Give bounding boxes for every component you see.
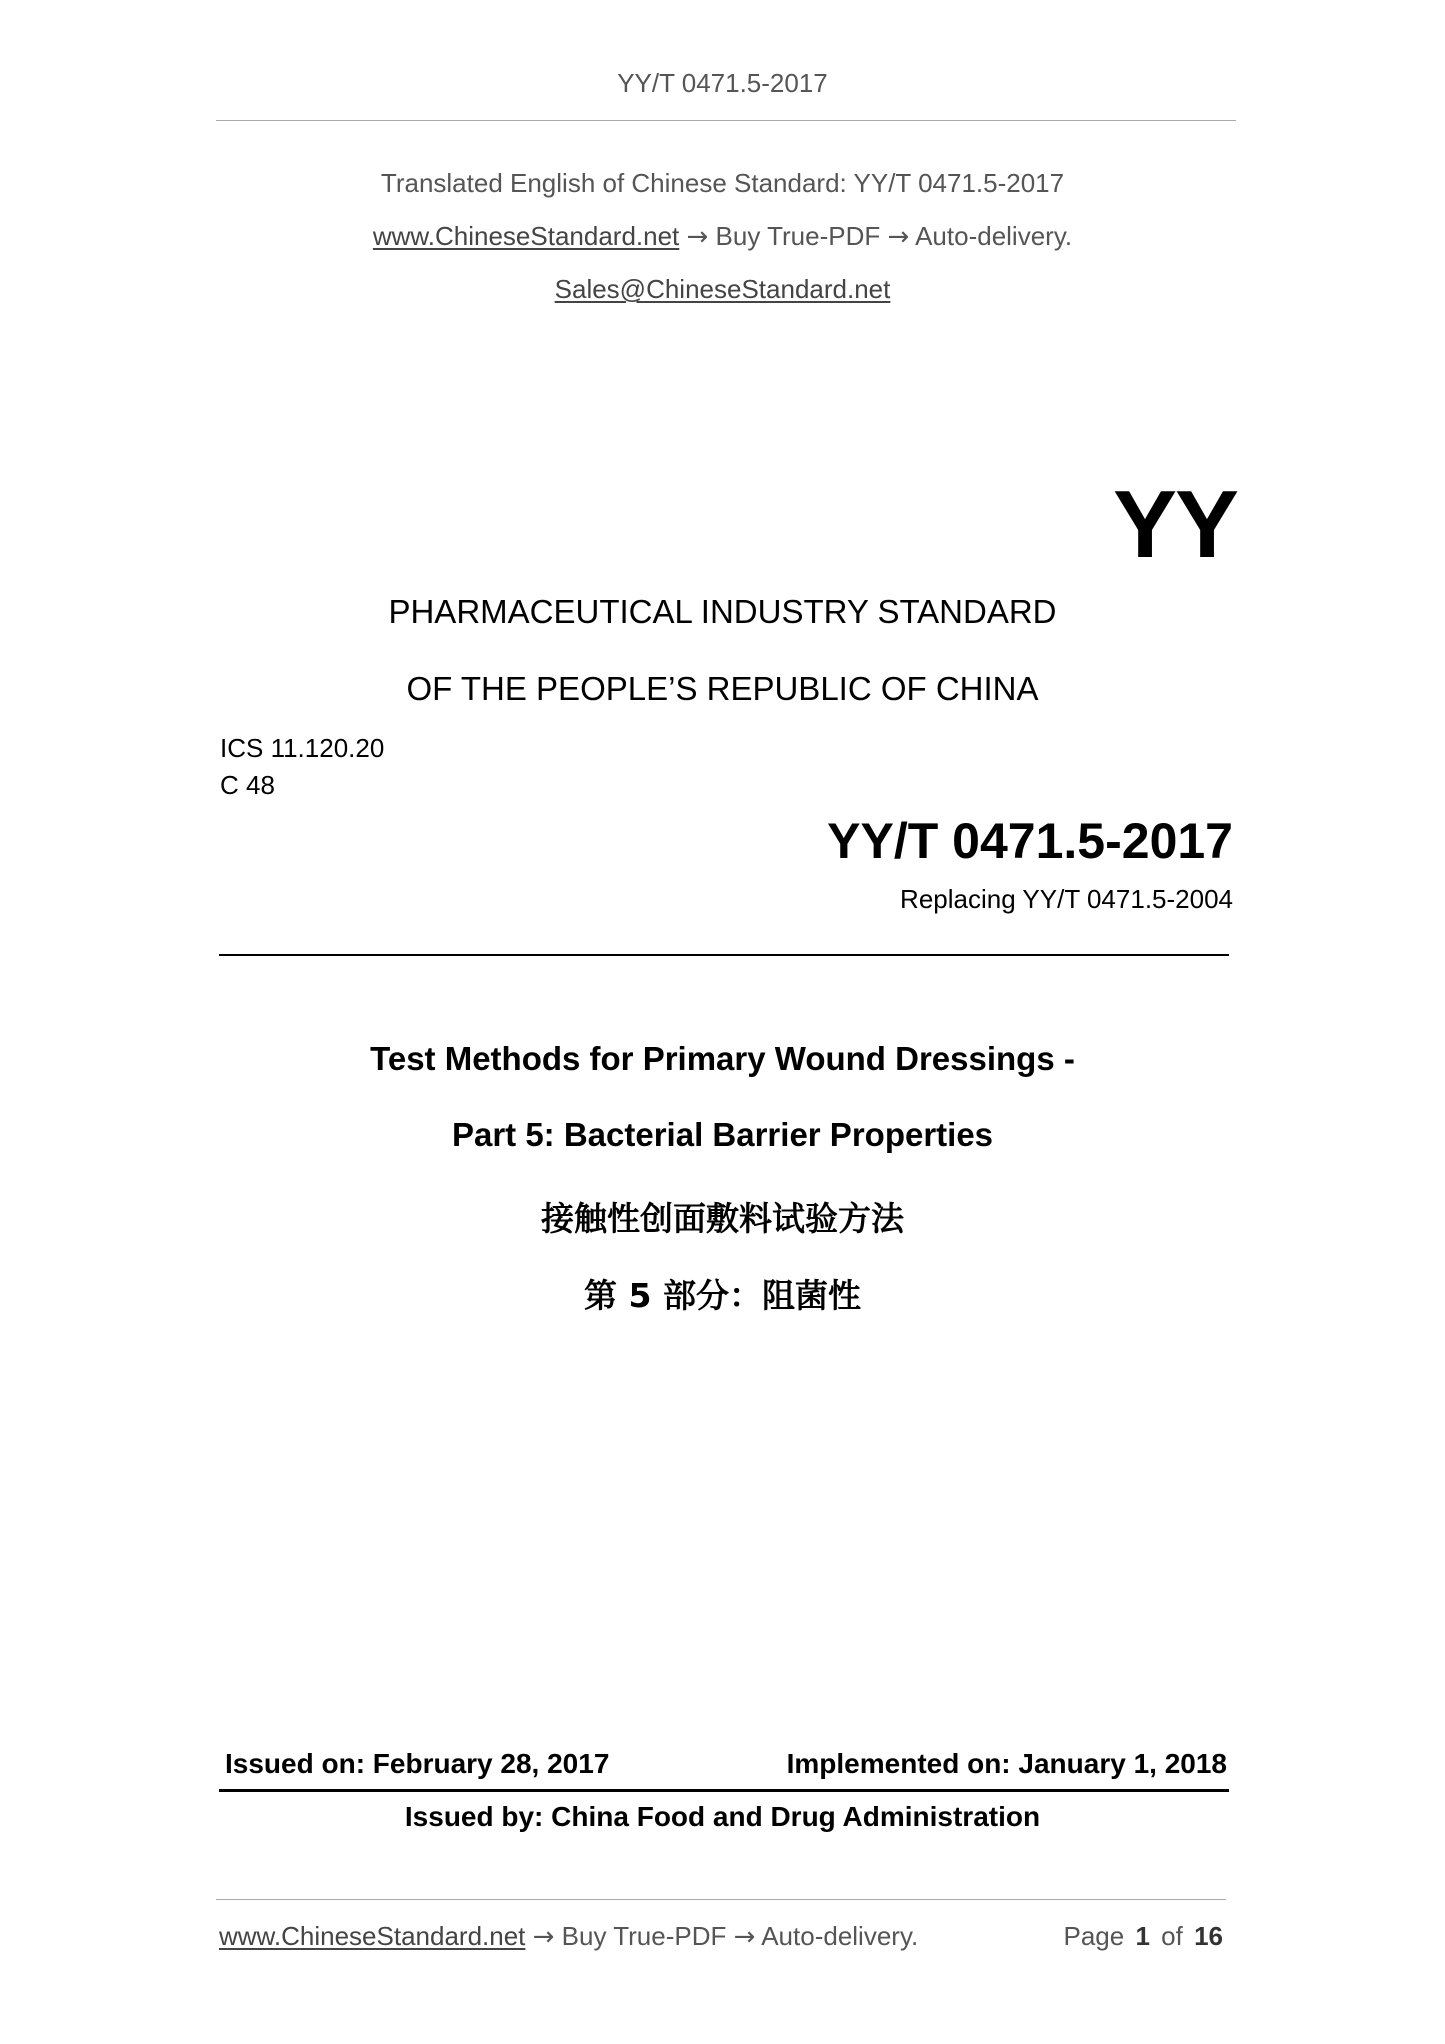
footer-divider [216, 1899, 1226, 1900]
email-line [0, 274, 1445, 305]
arrow-icon: → [887, 222, 910, 252]
page-total: 16 [1194, 1921, 1223, 1951]
page-indicator [1063, 1921, 1223, 1952]
ccs-code: C 48 [220, 770, 275, 800]
buy-text: Buy True-PDF [715, 221, 881, 251]
ics-code: ICS 11.120.20 [220, 733, 385, 763]
footer-site-link[interactable]: www.ChineseStandard.net [219, 1921, 526, 1951]
running-header-code: YY/T 0471.5-2017 [617, 68, 828, 98]
implemented-on: Implemented on: January 1, 2018 [786, 1748, 1227, 1779]
site-link[interactable]: www.ChineseStandard.net [372, 221, 680, 251]
title-zh-line1: 接触性创面敷料试验方法 [541, 1199, 904, 1238]
page-number: 1 [1135, 1921, 1150, 1951]
title-en-line1: Test Methods for Primary Wound Dressings - [370, 1040, 1075, 1077]
standard-name-line2: OF THE PEOPLE’S REPUBLIC OF CHINA [406, 670, 1039, 707]
delivery-text: Auto-delivery. [915, 221, 1073, 251]
purchase-line [0, 221, 1445, 252]
translation-notice: Translated English of Chinese Standard: YY/T 0471.5-2017 [380, 168, 1065, 198]
arrow-icon: → [686, 222, 709, 252]
title-zh-line2: 第 5 部分：阻菌性 [584, 1276, 861, 1315]
issue-divider [219, 1789, 1229, 1792]
footer-purchase-line [219, 1921, 918, 1952]
replacing-note: Replacing YY/T 0471.5-2004 [900, 884, 1233, 914]
email-link[interactable]: Sales@ChineseStandard.net [554, 274, 891, 304]
footer-buy-text: Buy True-PDF [561, 1921, 727, 1951]
standard-number: YY/T 0471.5-2017 [827, 813, 1233, 869]
standard-logo: YY [1112, 471, 1237, 578]
header-divider [216, 120, 1236, 121]
title-divider [219, 954, 1229, 956]
page-label: Page [1063, 1921, 1125, 1951]
footer-delivery-text: Auto-delivery. [761, 1921, 919, 1951]
issued-by: Issued by: China Food and Drug Administration [404, 1801, 1041, 1832]
arrow-icon: → [733, 1922, 756, 1952]
of-label: of [1161, 1921, 1183, 1951]
title-en-line2: Part 5: Bacterial Barrier Properties [451, 1116, 994, 1153]
issued-on: Issued on: February 28, 2017 [225, 1748, 610, 1779]
standard-name-line1: PHARMACEUTICAL INDUSTRY STANDARD [388, 593, 1057, 630]
arrow-icon: → [532, 1922, 555, 1952]
